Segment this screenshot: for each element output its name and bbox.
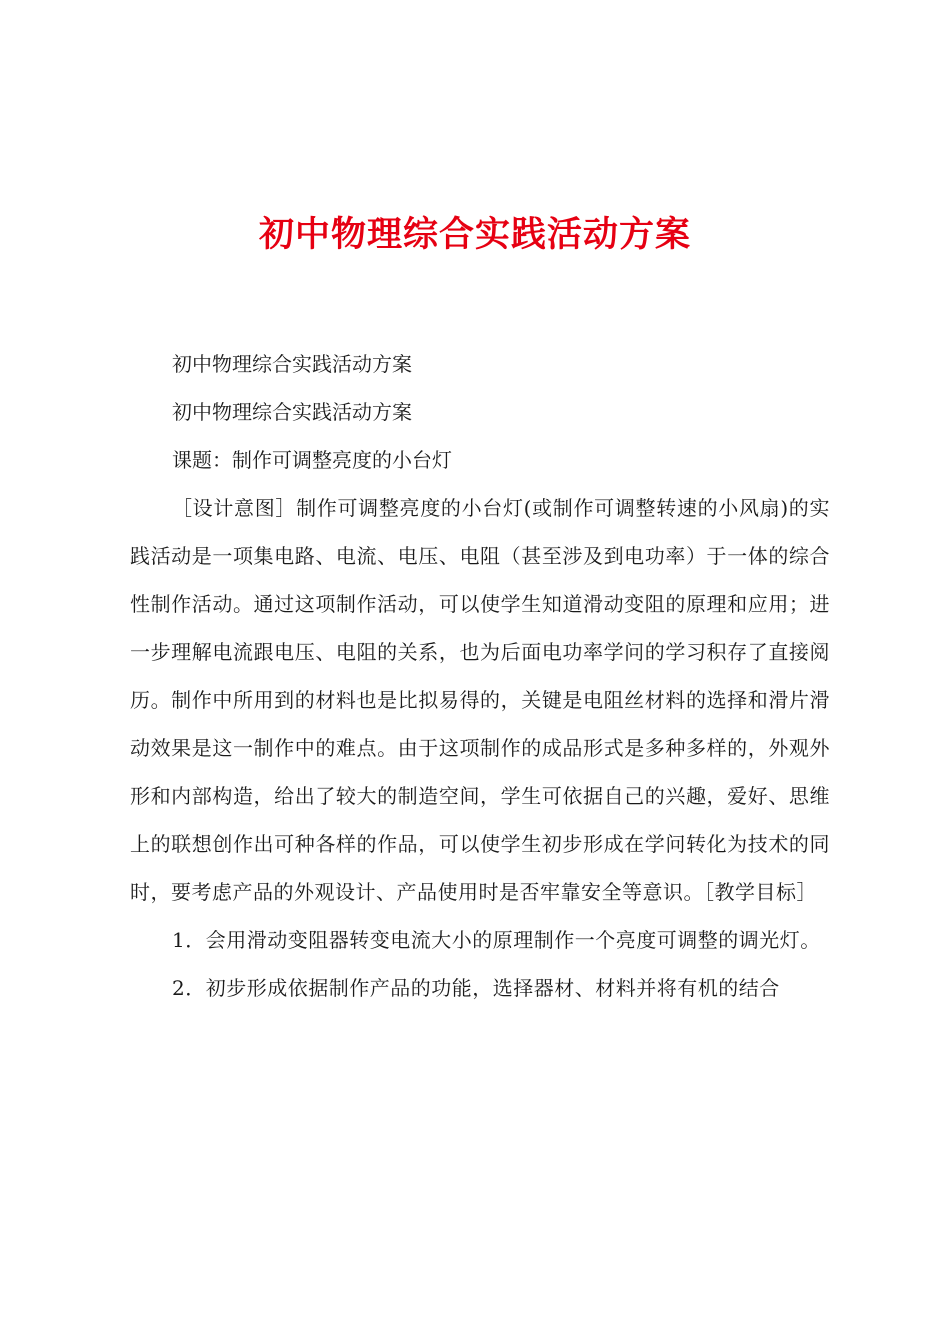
document-title: 初中物理综合实践活动方案	[258, 214, 691, 255]
topic-line: 课题：制作可调整亮度的小台灯	[172, 448, 452, 472]
subtitle-line-1: 初中物理综合实践活动方案	[172, 352, 412, 376]
objective-item-2: 2．初步形成依据制作产品的功能，选择器材、材料并将有机的结合	[172, 976, 780, 1000]
subtitle-line-2: 初中物理综合实践活动方案	[172, 400, 412, 424]
document-body	[130, 340, 830, 1012]
objective-item-1: 1．会用滑动变阻器转变电流大小的原理制作一个亮度可调整的调光灯。	[172, 928, 821, 952]
design-intent-paragraph: ［设计意图］制作可调整亮度的小台灯(或制作可调整转速的小风扇)的实践活动是一项集电路、电流、电压、电阻（甚至涉及到电功率）于一体的综合性制作活动。通过这项制作活动，可以使学生知道滑动变阻的原理和应用；进一步理解电流跟电压、电阻的关系，也为后面电功率学问的学习积存了直接阅历。制作中所用到的材料也是比拟易得的，关键是电阻丝材料的选择和滑片滑动效果是这一制作中的难点。由于这项制作的成品形式是多种多样的，外观外形和内部构造，给出了较大的制造空间，学生可依据自己的兴趣，爱好、思维上的联想创作出可种各样的作品，可以使学生初步形成在学问转化为技术的同时，要考虑产品的外观设计、产品使用时是否牢靠安全等意识。［教学目标］	[130, 496, 830, 904]
